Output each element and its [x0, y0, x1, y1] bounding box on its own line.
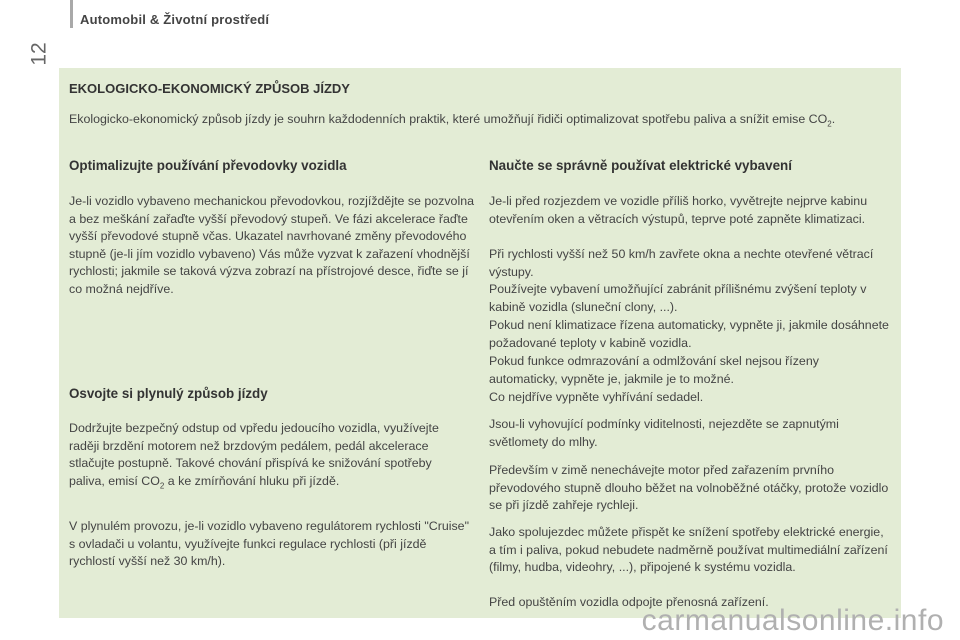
paragraph-electrical-2: Při rychlosti vyšší než 50 km/h zavřete okna a nechte otevřené větrací výstupy. — [489, 247, 874, 279]
paragraph-electrical-3: Používejte vybavení umožňující zabránit přílišnému zvýšení teploty v kabině vozidla (sluneční clony, ...). — [489, 282, 867, 314]
intro-paragraph: Ekologicko-ekonomický způsob jízdy je souhrn každodenních praktik, které umožňují řidiči optimalizovat spotřebu paliva a snížit emise $CO_2$. — [69, 112, 836, 129]
paragraph-electrical-1: Je-li před rozjezdem ve vozidle příliš horko, vyvětrejte nejprve kabinu otevřením oken a větracích výstupů, teprve poté zapněte klimatizaci. — [489, 194, 868, 226]
paragraph-electrical-5: Pokud funkce odmrazování a odmlžování skel nejsou řízeny automaticky, vypněte je, jakmile je to možné. — [489, 354, 819, 386]
main-heading: EKOLOGICKO-EKONOMICKÝ ZPŮSOB JÍZDY — [69, 81, 350, 96]
header-accent-bar — [70, 0, 73, 28]
paragraph-electrical-7: Jsou-li vyhovující podmínky viditelnosti, nejezděte se zapnutými světlomety do mlhy. — [489, 417, 839, 449]
paragraph-electrical-10: Před opuštěním vozidla odpojte přenosná zařízení. — [489, 595, 769, 609]
paragraph-electrical-4: Pokud není klimatizace řízena automaticky, vypněte ji, jakmile dosáhnete požadované teploty v kabině vozidla. — [489, 318, 889, 350]
paragraph-cruise-control: V plynulém provozu, je-li vozidlo vybaveno regulátorem rychlosti "Cruise" s ovladači u volantu, využívejte funkci regulace rychlosti (při jízdě rychlostí vyšší než 30 km/h). — [69, 519, 469, 568]
paragraph-electrical-8: Především v zimě nenechávejte motor před zařazením prvního převodového stupně dlouho běžet na volnoběžné otáčky, protože vozidlo se při jízdě zahřeje rychleji. — [489, 463, 889, 512]
paragraph-smooth-driving: Dodržujte bezpečný odstup od vpředu jedoucího vozidla, využívejte raději brzdění motorem než brzdovým pedálem, pedál akcelerace stlačujte postupně. Takové chování přispívá ke snižování spotřeby paliva, emisí $CO_2$ a ke zmírňování hluku při jízdě. — [69, 421, 439, 490]
section-heading-smooth-driving: Osvojte si plynulý způsob jízdy — [69, 386, 268, 401]
paragraph-electrical-9: Jako spolujezdec můžete přispět ke snížení spotřeby elektrické energie, a tím i paliva, pokud nebudete nadměrně používat multimediální zařízení (filmy, hudba, videohry, ...), připojené k systému vozidla. — [489, 525, 888, 574]
paragraph-electrical-6: Co nejdříve vypněte vyhřívání sedadel. — [489, 390, 704, 404]
watermark: carmanualsonline.info — [641, 604, 944, 637]
section-heading-electrical: Naučte se správně používat elektrické vybavení — [489, 158, 792, 173]
section-heading-gearbox: Optimalizujte používání převodovky vozidla — [69, 158, 347, 173]
page-number: 12 — [27, 42, 51, 66]
paragraph-gearbox: Je-li vozidlo vybaveno mechanickou převodovkou, rozjíždějte se pozvolna a bez meškání zařaďte vyšší převodový stupeň. Ve fázi akcelerace řaďte vyšší převodové stupně včas. Ukazatel navrhované změny převodového stupně (je-li jím vozidlo vybaveno) Vás může vyzvat k zařazení vhodnější rychlosti; jakmile se taková výzva zobrazí na přístrojové desce, řiďte se jí co možná nejdříve. — [69, 194, 474, 296]
section-header-title: Automobil & Životní prostředí — [80, 12, 270, 27]
